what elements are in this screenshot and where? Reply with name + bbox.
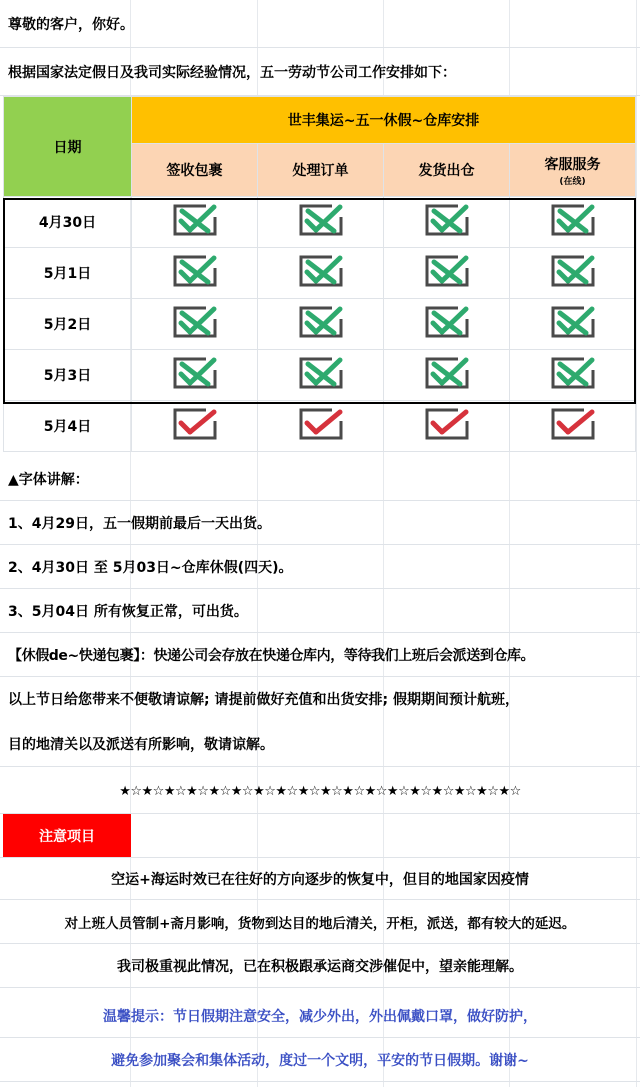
closed-check-icon (384, 248, 510, 299)
warm-tip-1: 温馨提示：节日假期注意安全，减少外出，外出佩戴口罩，做好防护， (103, 1008, 537, 1025)
explain-item-row (0, 589, 640, 633)
apology-row (0, 721, 640, 767)
lead-text: 根据国家法定假日及我司实际经验情况，五一劳动节公司工作安排如下： (8, 64, 456, 81)
date-cell: 5月2日 (4, 299, 132, 350)
closed-check-icon (384, 350, 510, 401)
notice-line: 我司极重视此情况，已在积极跟承运商交涉催促中，望亲能理解。 (117, 958, 523, 975)
apology-text-1: 以上节日给您带来不便敬请谅解; 请提前做好充值和出货安排; 假期期间预计航班， (8, 692, 519, 708)
explain-item: 1、4月29日，五一假期前最后一天出货。 (8, 515, 271, 532)
closed-check-icon (384, 299, 510, 350)
open-check-icon (384, 401, 510, 452)
greeting-text: 尊敬的客户，你好。 (8, 16, 134, 33)
schedule-row (4, 248, 636, 299)
closed-check-icon (132, 350, 258, 401)
tip-row (0, 1038, 640, 1082)
closed-check-icon (510, 299, 636, 350)
warm-tip-2: 避免参加聚会和集体活动，度过一个文明，平安的节日假期。谢谢~ (111, 1052, 529, 1069)
closed-check-icon (132, 197, 258, 248)
explain-item: 3、5月04日 所有恢复正常，可出货。 (8, 603, 248, 620)
schedule-row (4, 401, 636, 452)
closed-check-icon (258, 197, 384, 248)
apology-text-2: 目的地清关以及派送有所影响，敬请谅解。 (8, 736, 274, 753)
notice-line: 空运+海运时效已在往好的方向逐步的恢复中，但目的地国家因疫情 (111, 871, 529, 888)
explain-item-row (0, 501, 640, 545)
schedule-title: 世丰集运~五一休假~仓库安排 (132, 97, 636, 144)
parcel-note: 【休假de~快递包裹】：快递公司会存放在快递仓库内，等待我们上班后会派送到仓库。 (8, 647, 535, 664)
date-cell: 5月1日 (4, 248, 132, 299)
column-header: 签收包裹 (132, 144, 258, 197)
apology-row (0, 677, 640, 721)
schedule-row (4, 299, 636, 350)
closed-check-icon (384, 197, 510, 248)
notice-label: 注意项目 (3, 814, 131, 858)
parcel-note-row (0, 633, 640, 677)
greeting-row (0, 0, 640, 48)
notice-row (0, 814, 640, 858)
notice-line-row (0, 858, 640, 900)
open-check-icon (510, 401, 636, 452)
schedule-row (4, 350, 636, 401)
open-check-icon (132, 401, 258, 452)
lead-row (0, 48, 640, 96)
explain-item: 2、4月30日 至 5月03日~仓库休假(四天)。 (8, 559, 293, 576)
closed-check-icon (510, 248, 636, 299)
column-header: 处理订单 (258, 144, 384, 197)
schedule-table (3, 96, 636, 452)
explain-heading: ▲字体讲解： (8, 471, 89, 488)
divider-row (0, 770, 640, 814)
column-header: 发货出仓 (384, 144, 510, 197)
explain-item-row (0, 545, 640, 589)
closed-check-icon (258, 350, 384, 401)
closed-check-icon (132, 248, 258, 299)
notice-line: 对上班人员管制+斋月影响，货物到达目的地后清关，开柜，派送，都有较大的延迟。 (64, 915, 576, 932)
tip-row (0, 994, 640, 1038)
date-cell: 5月4日 (4, 401, 132, 452)
notice-line-row (0, 900, 640, 944)
schedule-row (4, 197, 636, 248)
star-divider: ★☆★☆★☆★☆★☆★☆★☆★☆★☆★☆★☆★☆★☆★☆★☆★☆★☆★☆ (119, 784, 521, 799)
closed-check-icon (132, 299, 258, 350)
closed-check-icon (510, 197, 636, 248)
closed-check-icon (258, 248, 384, 299)
date-header: 日期 (4, 97, 132, 197)
date-cell: 4月30日 (4, 197, 132, 248)
explain-heading-row (0, 457, 640, 501)
column-header: 客服服务 (在线) (510, 144, 636, 197)
closed-check-icon (258, 299, 384, 350)
notice-line-row (0, 944, 640, 988)
date-cell: 5月3日 (4, 350, 132, 401)
open-check-icon (258, 401, 384, 452)
closed-check-icon (510, 350, 636, 401)
